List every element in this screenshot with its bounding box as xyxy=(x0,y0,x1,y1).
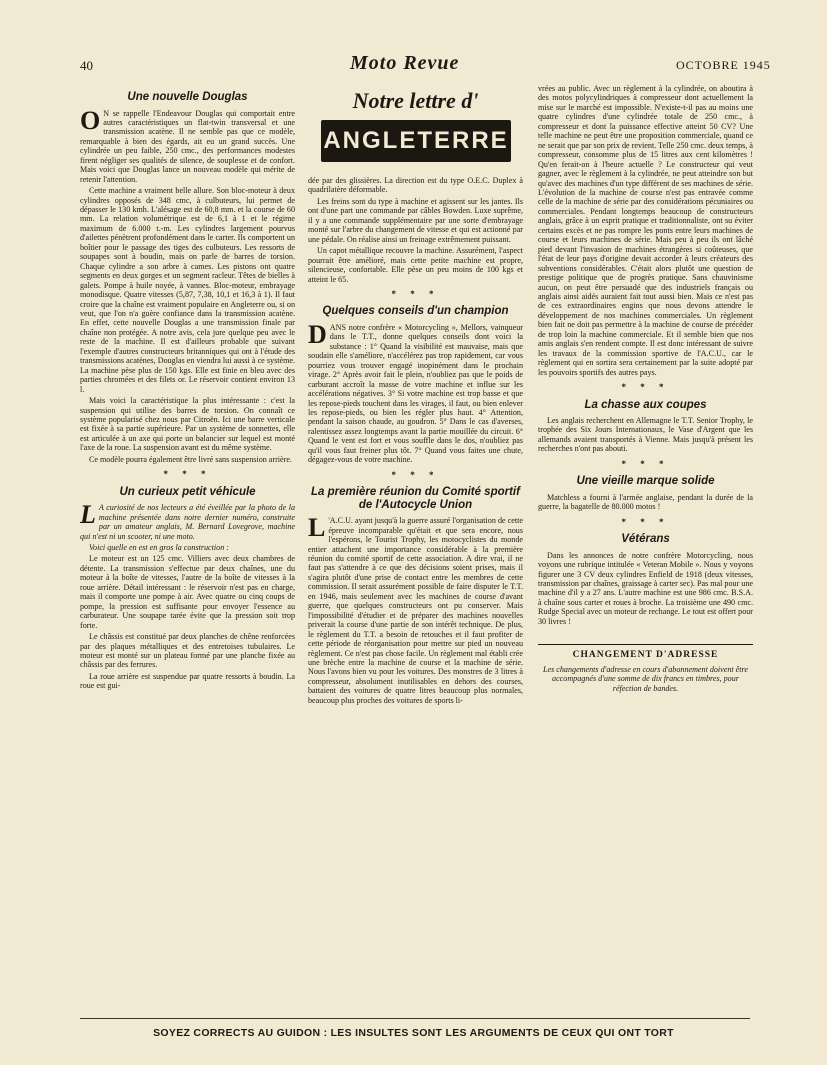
article-title-veterans: Vétérans xyxy=(621,533,670,546)
curieux-paragraph: Voici quelle en est en gros la construction : xyxy=(89,543,229,553)
footer-slogan: SOYEZ CORRECTS AU GUIDON : LES INSULTES SONT LES ARGUMENTS DE CEUX QUI ONT TORT xyxy=(153,1027,674,1039)
article-title-curieux: Un curieux petit véhicule xyxy=(119,485,256,498)
curieux-paragraph: La roue arrière est suspendue par quatre ressorts à boudin. La roue est gui- xyxy=(80,671,295,691)
curieux-paragraph: Le moteur est un 125 cmc. Villiers avec deux chambres de détente. La transmission s'effectue par deux chaînes, une du moteur à la boîte de vitesses, l'autre de la boîte de vitesses à la roue arrière. Détail intéressant : le réservoir n'est pas en charge, mais il comporte une pompe à air. Avec quatre ou cinq coups de pompe, la pression est suffisante pour envoyer l'essence au carburateur. Une soupape tarée évite que la pression soit trop forte. xyxy=(80,554,295,630)
banner-country: ANGLETERRE xyxy=(321,120,511,162)
article-title-vieille: Une vieille marque solide xyxy=(576,475,715,488)
article-title-douglas: Une nouvelle Douglas xyxy=(127,91,248,103)
curieux-continued: dée par des glissières. La direction est du type O.E.C. Duplex à quadrilatère déformable. xyxy=(308,176,523,195)
issue-date: OCTOBRE 1945 xyxy=(676,58,771,72)
douglas-paragraph: Ce modèle pourra également être livré sans suspension arrière. xyxy=(89,454,292,464)
curieux-paragraph: L A curiosité de nos lecteurs a été éveillée par la photo de la machine présentée dans notre dernier numéro, construite par un amateur anglais, M. Bernard Lovegrove, machine qui n'est ni un scooter, ni une moto. xyxy=(80,500,295,541)
chasse-paragraph: Les anglais recherchent en Allemagne le T.T. Senior Trophy, le trophée des Six Jours Internationaux, le Vase d'Argent que les allemands avaient transportés à Vienne. Mais jusqu'à présent les recherches n'ont pas abouti. xyxy=(538,416,753,454)
veterans-paragraph: Dans les annonces de notre confrère Motorcycling, nous voyons une rubrique intitulée « Veteran Mobile ». Nous y voyons figurer une 3 CV deux cylindres Enfield de 1918 (deux vitesses, transmission par chaînes, graissage à carter sec). Pas mal pour une machine d'il y a 27 ans. L'autre machine est une 986 cmc. B.S.A. à chaîne sous carter et roues à broche. La troisième une 490 cmc. Rudge Special avec un moteur de rechange. Le tout est offert pour 30 livres ! xyxy=(538,550,753,626)
section-separator: * * * xyxy=(621,516,670,527)
curieux-paragraph: Le châssis est constitué par deux planches de chêne renforcées par des plaques métalliques et des entretoises tubulaires. Le moteur est monté sur un plateau formé par une planche fixée au châssis par des ferrures. xyxy=(80,632,295,670)
douglas-paragraph: Cette machine a vraiment belle allure. Son bloc-moteur à deux cylindres opposés de 348 cmc, à culbuteurs, lui permet de dépasser le 130 kmh. L'alésage est de 60,8 mm. et la course de 60 mm. La relation volumétrique est de 6,1 à 1 et le régime maximum de 6.000 t.-m. Les cylindres largement pourvus d'ailettes pénètrent profondément dans le carter. Ils comportent un boîtier pour le passage des tiges des culbuteurs. Les ressorts de soupapes sont à boudin, mais on parle de barres de torsion. Chaque cylindre a son arbre à cames. Les pistons ont quatre segments en deux gorges et un segment racleur. Têtes de bielles à galets. Pompe à huile noyée, à vannes. Bloc-moteur, embrayage monodisque. Quatre vitesses (5,87, 7,38, 10,1 et 16,3 à 1). Il faut croire que la chaîne est vraiment populaire en Angleterre ou, si on veut, que l'on n'a guère confiance dans la transmission acatène. En effet, cette nouvelle Douglas a une transmission finale par chaîne non protégée. A notre avis, cela jure quelque peu avec le reste de la machine. Il est d'ailleurs probable que suivant l'exemple d'autres constructeurs britanniques qui ont à l'étude des transmissions acatènes, Douglas en viendra lui aussi à ce système. La machine pèse plus de 150 kgs. Elle est finie en bleu avec des parties chromées et des filets or. Le réservoir contient environ 13 l. xyxy=(80,186,295,394)
section-separator: * * * xyxy=(391,469,440,480)
column-2 xyxy=(308,176,523,1016)
section-separator: * * * xyxy=(621,458,670,469)
curieux-continued: Les freins sont du type à machine et agissent sur les jantes. Ils ont d'une part une commande par câbles Bowden. Luxe suprême, il y a une commande supplémentaire par une sorte d'embrayage monté sur l'arbre du changement de vitesse et qui est actionné par une pédale. On réalise ainsi un freinage extrêmement puissant. xyxy=(308,196,523,244)
reunion-continued: vrées au public. Avec un règlement à la cylindrée, on aboutira à des motos polycylindriques à compresseur dont actuellement la mise sur le marché est impossible. N'existe-t-il pas au moins une quatre cylindres d'une cylindrée totale de 250 cmc., à compresseur et dont la puissance effective atteint 50 CV? Une telle machine ne peut être une proposition commerciale, quand ce ne serait que par son prix de revient. Telle 250 cmc. deux temps, à compresseur, consomme plus de 15 litres aux cent kilomètres ! Qu'en ferait-on à l'heure actuelle ? Le constructeur qui veut gagner, avec le règlement à la cylindrée, ne peut atteindre son but qu'avec des machines d'un type différent de ses machines de série. L'évolution de la machine de course n'est pas entravée comme celle de la machine de série par des considérations pécuniaires ou commerciales. Pendant longtemps beaucoup de constructeurs anglais, grâce à un esprit pratique et traditionnaliste, ont su éviter certains excès et ne pas rompre les ponts entre leurs machines de course et leurs machines de série. Mais peu à peu ils ont lâché pied devant l'invasion de machines étrangères si coûteuses, que l'état de leur pays d'origine devait accorder à leurs créateurs des subventions considérables. C'était alors plutôt une question de prestige politique que de progrès pratique. Sans chauvinisme aucun, on peut être persuadé que des industriels français ou anglais ainsi aidés auraient fait tout aussi bien. Mais ce n'est pas de ces extraordinaires engins que nous devons attendre le développement de nos machines commerciales. Un règlement bien fait ne doit pas permettre à la machine de course de précéder de trop loin la machine commerciale. Et il semble bien que nos amis anglais s'en rendent compte. Il est donc intéressant de suivre les travaux de la commission sportive de l'A.C.U., car le règlement qui en sortira sera certainement par la suite adopté par les pouvoirs sportifs des autres pays. xyxy=(538,84,753,377)
article-title-reunion: La première réunion du Comité sportif de l'Autocycle Union xyxy=(311,486,520,511)
notice-text: Les changements d'adresse en cours d'abonnement doivent être accompagnés d'une somme de dix francs en timbres, pour réfection de bandes. xyxy=(543,664,748,693)
dropcap: L xyxy=(308,513,326,543)
douglas-paragraph: O N se rappelle l'Endeavour Douglas qui comportait entre autres caractéristiques un flat-twin transversal et une transmission acatène. Il ne semble pas que ce modèle, remarquable à bien des égards, ait eu un grand succès. Une cylindrée un peu faible, 250 cmc., des performances modestes firent négliger ses qualités de silence, de souplesse et de confort. Mais voici que Douglas lance un nouveau modèle qui mérite de retenir l'attention. xyxy=(80,105,295,184)
douglas-paragraph: Mais voici la caractéristique la plus intéressante : c'est la suspension qui utilise des barres de torsion. On connaît ce système popularisé chez nous par Citroën. Ici une barre verticale est fixée à sa partie supérieure. Par un système de sonnettes, elle est articulée à un axe qui porte un balancier sur lequel est monté l'axe de la roue. La suspension avant est du même système. xyxy=(80,396,295,453)
dropcap: L xyxy=(80,500,96,530)
conseils-paragraph: DANS notre confrère « Motorcycling », Mellors, vainqueur dans le T.T., donne quelques conseils dont voici la substance : 1° Quand la visibilité est mauvaise, mais que soudain elle s'améliore, n'accélérez pas trop rapidement, car vous pourriez vous trouver engagé inopinément dans le prochain virage. 2° Après avoir fait le plein, n'oubliez pas que le poids de carburant accroît la masse de votre machine et influe sur les accélérations négatives. 3° Si votre machine est trop basse et que les repose-pieds touchent dans les virages, il faut, ou bien enlever les repose-pieds, ou bien les régler plus haut. 4° Attention, pendant la saison chaude, au goudron. 5° Dans le cas d'averses, ralentissez assez longtemps avant la partie mouillée du circuit. 6° Quand le vent est fort et vous souffle dans le dos, n'oubliez pas qu'il vous faut freiner plus tôt. 7° Quand vous faites une chute, dégagez-vous de votre machine. xyxy=(308,319,523,465)
page-header xyxy=(0,52,827,76)
article-title-conseils: Quelques conseils d'un champion xyxy=(322,305,509,318)
article-title-chasse: La chasse aux coupes xyxy=(584,398,707,411)
column-3 xyxy=(538,84,753,1016)
dropcap: O xyxy=(80,105,101,135)
dropcap: D xyxy=(308,319,327,349)
footer-rule xyxy=(80,1018,750,1019)
page-number: 40 xyxy=(80,58,93,73)
curieux-continued: Un capot métallique recouvre la machine. Assurément, l'aspect pourrait être amélioré, mais cette petite machine est propre, silencieuse, confortable. Elle pèse un peu moins de 100 kgs et atteint le 65. xyxy=(308,246,523,284)
banner-heading: Notre lettre d' xyxy=(352,88,479,113)
section-separator: * * * xyxy=(163,469,212,480)
section-separator: * * * xyxy=(391,288,440,299)
notice-title: CHANGEMENT D'ADRESSE xyxy=(538,644,753,660)
vieille-paragraph: Matchless a fourni à l'armée anglaise, pendant la durée de la guerre, la bagatelle de 80.000 motos ! xyxy=(538,492,753,512)
section-separator: * * * xyxy=(621,382,670,393)
reunion-paragraph: L 'A.C.U. ayant jusqu'à la guerre assuré l'organisation de cette épreuve incomparable qu'était et que sera encore, nous l'espérons, le Tourist Trophy, les motocyclistes du monde entier attachent une importance considérable à la première réunion du comité sportif de cette association. A dire vrai, il ne faut pas s'attendre à ce que des décisions soient prises, mais il s'agira plutôt d'une prise de contact entre les membres de cette commission. Il serait assurément possible de faire disputer le T.T. en 1946, mais seulement avec les machines de course d'avant guerre, que quelques constructeurs ont pu conserver. Mais l'impossibilité d'étudier et de préparer des machines nouvelles priverait la course d'une partie de son intérêt technique. De plus, le règlement du T.T. a besoin de retouches et il faut profiter de cette période de réorganisation pour mettre sur pied un nouveau règlement. Ce n'est pas chose facile. Un règlement mal établi crée une brèche entre la machine de course et la machine de série. Nous l'avons bien vu pour les voitures. Des monstres de 3 litres à compresseur, absolument inutilisables en dehors des courses, battaient des voitures de quatre litres beaucoup plus normales, beaucoup plus proches des voitures de sports li- xyxy=(308,513,523,705)
magazine-logo: Moto Revue xyxy=(350,52,460,74)
column-1 xyxy=(80,88,295,1016)
